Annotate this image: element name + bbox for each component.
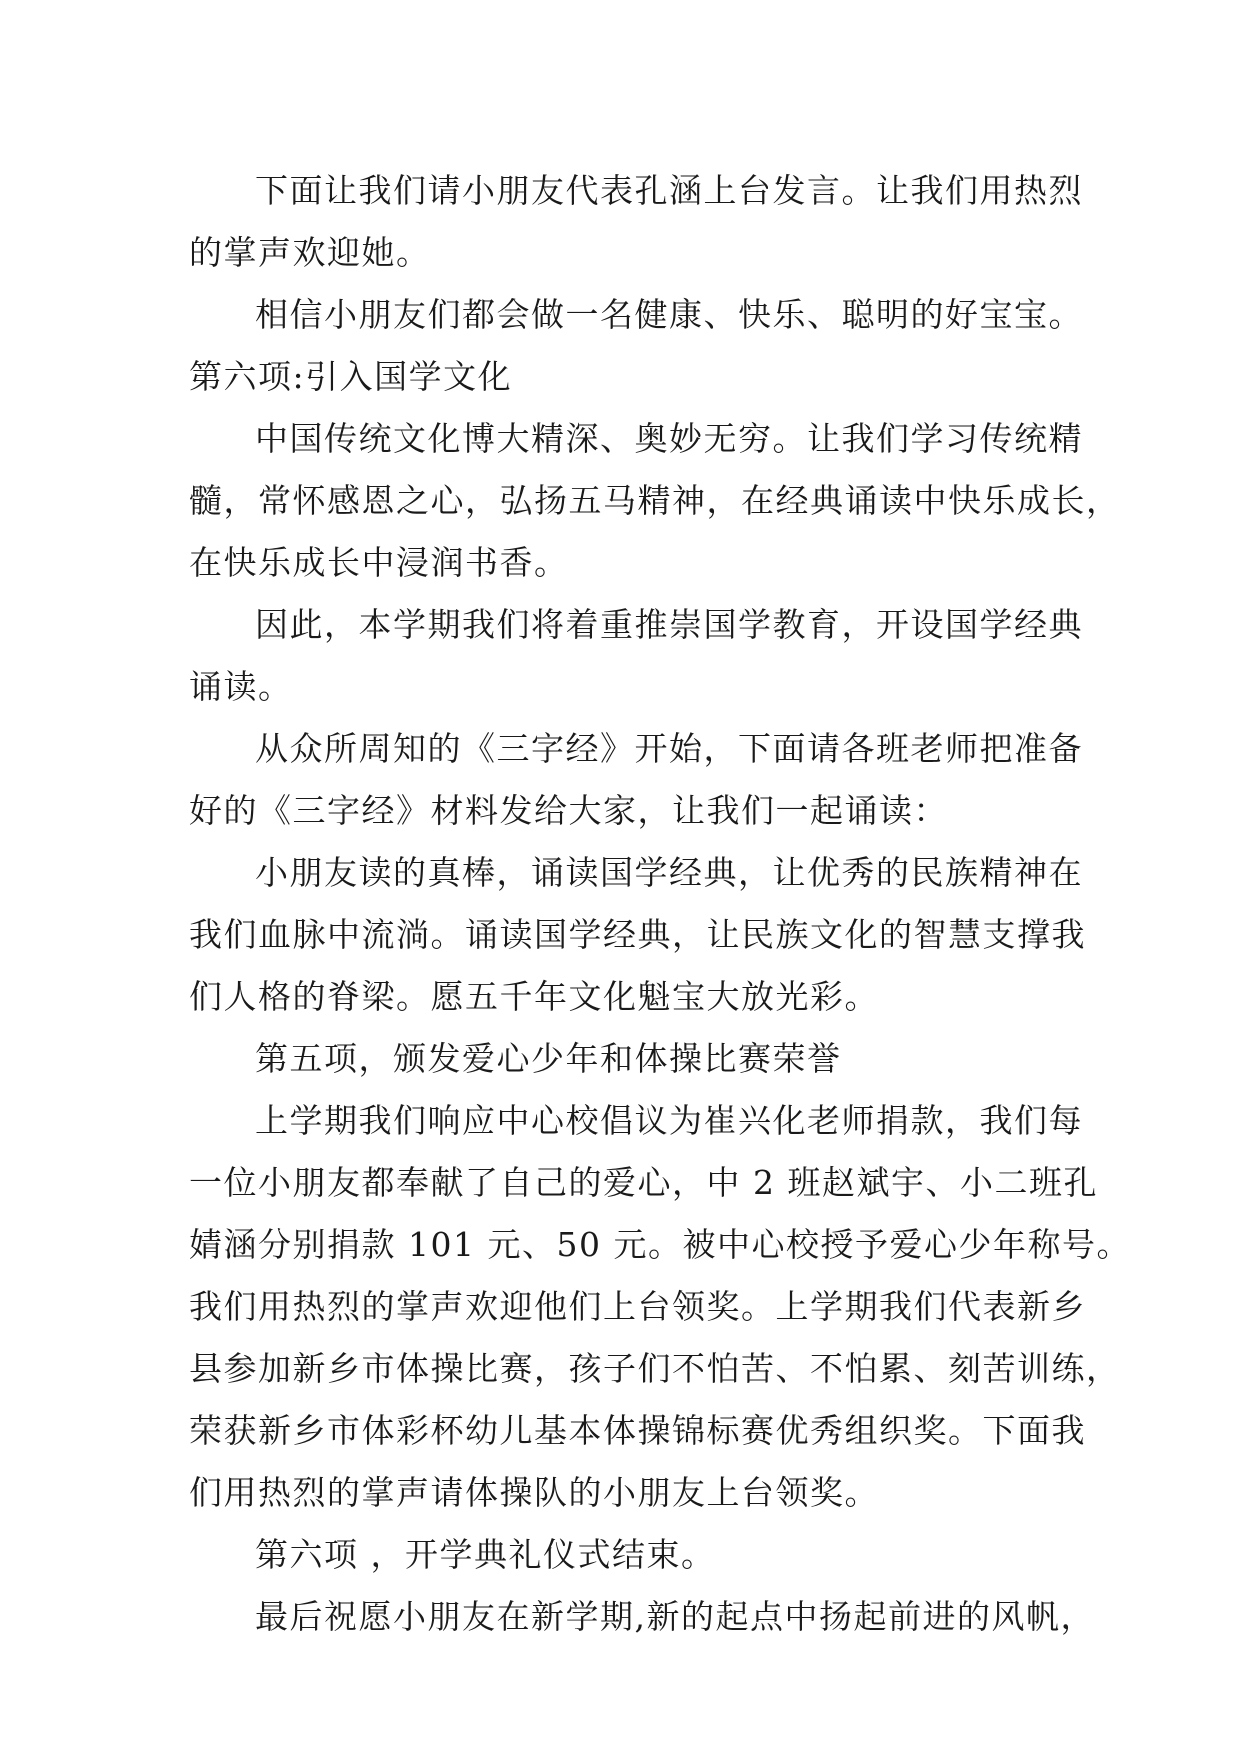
text-line: 第六项 ，开学典礼仪式结束。	[255, 1535, 716, 1574]
text-line: 诵读。	[189, 667, 293, 706]
text-line: 们用热烈的掌声请体操队的小朋友上台领奖。	[189, 1473, 879, 1512]
text-line: 我们血脉中流淌。诵读国学经典，让民族文化的智慧支撑我	[189, 915, 1086, 954]
text-line: 县参加新乡市体操比赛，孩子们不怕苦、不怕累、刻苦训练，	[189, 1349, 1121, 1388]
text-line: 婧涵分别捐款 101 元、50 元。被中心校授予爱心少年称号。	[189, 1225, 1131, 1264]
text-line: 的掌声欢迎她。	[189, 233, 431, 272]
text-line: 第五项，颁发爱心少年和体操比赛荣誉	[255, 1039, 842, 1078]
text-line: 因此，本学期我们将着重推崇国学教育，开设国学经典	[255, 605, 1083, 644]
text-line: 相信小朋友们都会做一名健康、快乐、聪明的好宝宝。	[255, 295, 1083, 334]
text-line: 们人格的脊梁。愿五千年文化魁宝大放光彩。	[189, 977, 879, 1016]
document-body	[189, 160, 1131, 1648]
text-line: 荣获新乡市体彩杯幼儿基本体操锦标赛优秀组织奖。下面我	[189, 1411, 1086, 1450]
text-line: 小朋友读的真棒，诵读国学经典，让优秀的民族精神在	[255, 853, 1083, 892]
text-line: 在快乐成长中浸润书香。	[189, 543, 569, 582]
text-line: 上学期我们响应中心校倡议为崔兴化老师捐款，我们每	[255, 1101, 1083, 1140]
text-line: 好的《三字经》材料发给大家，让我们一起诵读：	[189, 791, 948, 830]
text-line: 髓，常怀感恩之心，弘扬五马精神，在经典诵读中快乐成长，	[189, 481, 1121, 520]
text-line: 中国传统文化博大精深、奥妙无穷。让我们学习传统精	[255, 419, 1083, 458]
text-line: 下面让我们请小朋友代表孔涵上台发言。让我们用热烈	[255, 171, 1083, 210]
text-line: 最后祝愿小朋友在新学期,新的起点中扬起前进的风帆，	[255, 1597, 1095, 1636]
text-line: 从众所周知的《三字经》开始，下面请各班老师把准备	[255, 729, 1083, 768]
text-line: 第六项:引入国学文化	[189, 357, 513, 396]
text-line: 我们用热烈的掌声欢迎他们上台领奖。上学期我们代表新乡	[189, 1287, 1086, 1326]
text-line: 一位小朋友都奉献了自己的爱心，中 2 班赵斌宇、小二班孔	[189, 1163, 1098, 1202]
